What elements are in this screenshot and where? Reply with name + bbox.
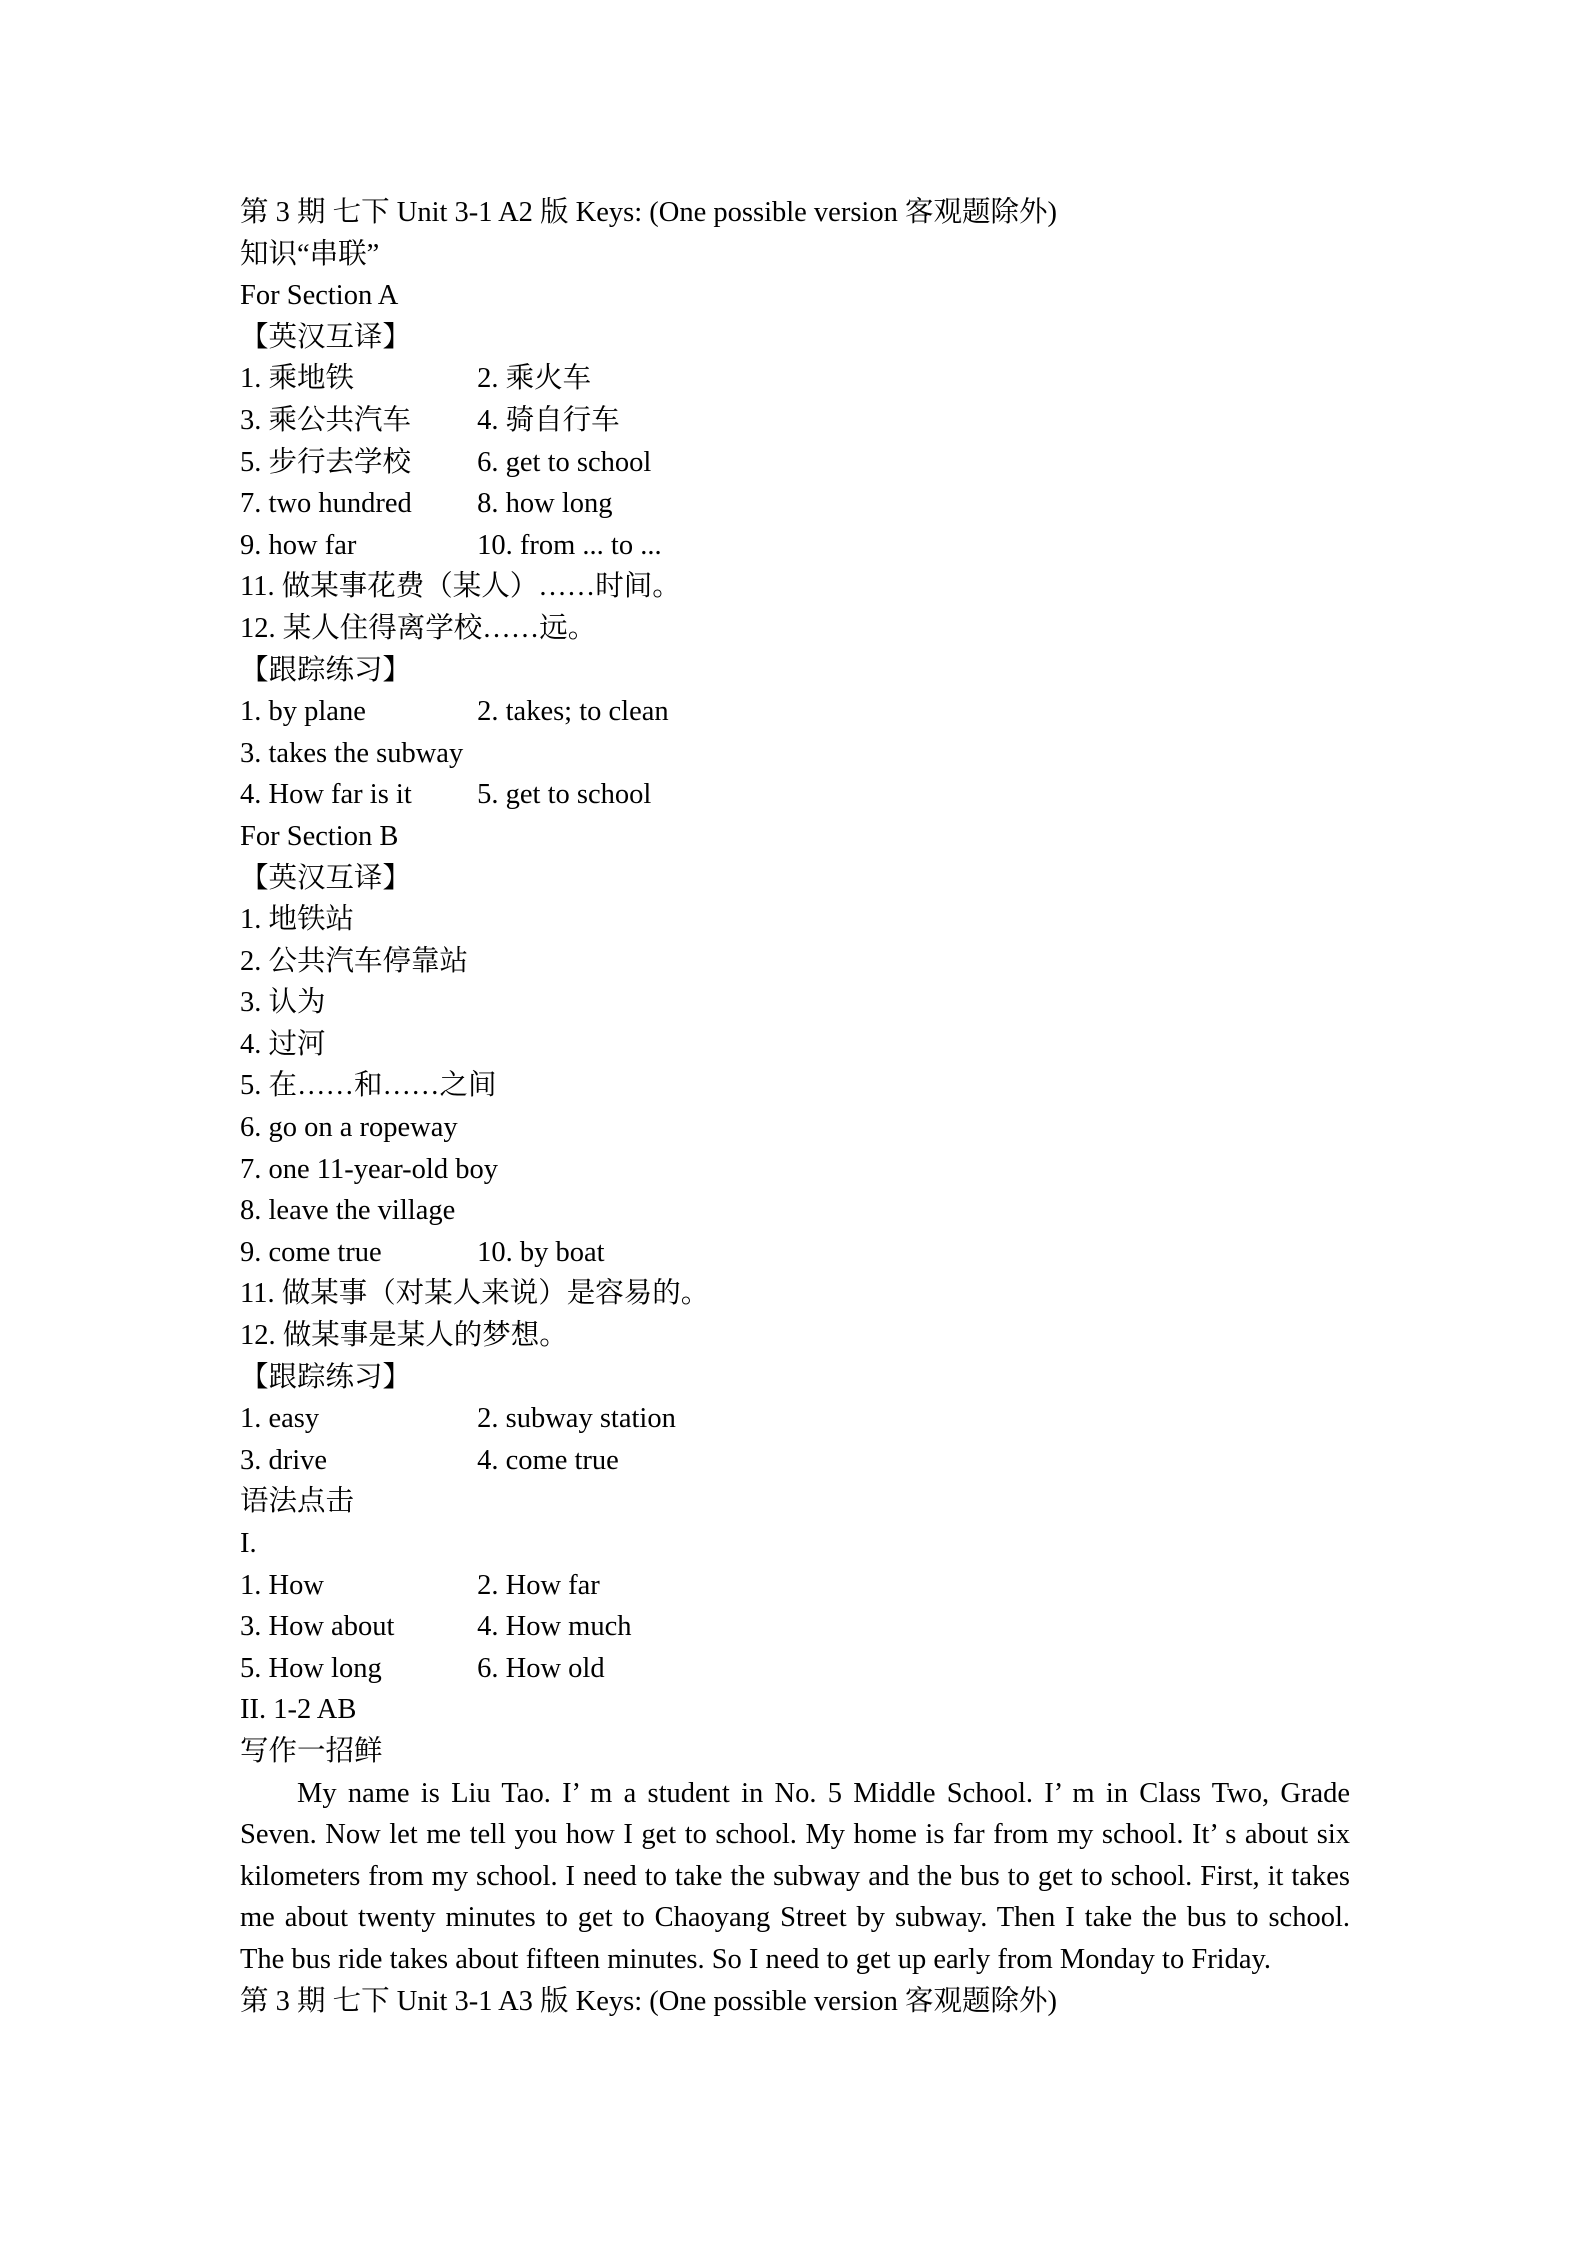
answer-row xyxy=(240,1398,1350,1440)
answer-item: 6. go on a ropeway xyxy=(240,1112,458,1144)
answer-item: 4. How much xyxy=(477,1611,632,1643)
translation-heading: 【英汉互译】 xyxy=(240,862,412,894)
answer-item: 3. takes the subway xyxy=(240,737,464,769)
answer-item: 4. 过河 xyxy=(240,1028,326,1060)
document-page xyxy=(240,192,1350,2022)
answer-item: 7. one 11-year-old boy xyxy=(240,1153,498,1185)
translation-heading: 【英汉互译】 xyxy=(240,321,412,353)
answer-row xyxy=(240,1565,1350,1607)
answer-item: 4. How far is it xyxy=(240,779,412,811)
answer-item: 2. 乘火车 xyxy=(477,363,592,395)
answer-item: 3. 乘公共汽车 xyxy=(240,404,412,436)
part-label: II. 1-2 AB xyxy=(240,1694,357,1726)
answer-item: 5. get to school xyxy=(477,779,652,811)
answer-item: 3. 认为 xyxy=(240,987,326,1019)
answer-item: 4. 骑自行车 xyxy=(477,404,620,436)
answer-item: 9. how far xyxy=(240,529,357,561)
answer-item: 9. come true xyxy=(240,1236,382,1268)
answer-item: 1. 乘地铁 xyxy=(240,363,355,395)
answer-item: 2. takes; to clean xyxy=(477,696,669,728)
answer-item: 7. two hundred xyxy=(240,488,412,520)
answer-row xyxy=(240,483,1350,525)
answer-row xyxy=(240,691,1350,733)
answer-row xyxy=(240,1440,1350,1482)
answer-item: 1. How xyxy=(240,1569,324,1601)
grammar-heading: 语法点击 xyxy=(240,1486,355,1518)
answer-row xyxy=(240,525,1350,567)
essay-paragraph: My name is Liu Tao. I’ m a student in No. 5 Middle School. I’ m in Class Two, Grade Seven. Now let me tell you how I get to school. My home is far from my school. It’ s about six kilometers from my school. I need to take the subway and the bus to get to school. First, it takes me about twenty minutes to get to Chaoyang Street by subway. Then I take the bus to school. The bus ride takes about fifteen minutes. So I need to get up early from Monday to Friday. xyxy=(240,1777,1350,1975)
answer-item: 10. from ... to ... xyxy=(477,529,662,561)
answer-item: 5. How long xyxy=(240,1652,382,1684)
answer-item: 12. 做某事是某人的梦想。 xyxy=(240,1320,568,1352)
answer-row xyxy=(240,358,1350,400)
section-heading-knowledge: 知识“串联” xyxy=(240,238,380,270)
practice-heading: 【跟踪练习】 xyxy=(240,1361,412,1393)
answer-row xyxy=(240,774,1350,816)
answer-item: 8. how long xyxy=(477,488,613,520)
answer-item: 4. come true xyxy=(477,1444,619,1476)
answer-item: 3. drive xyxy=(240,1444,328,1476)
answer-row xyxy=(240,400,1350,442)
answer-row xyxy=(240,1606,1350,1648)
answer-item: 2. subway station xyxy=(477,1403,676,1435)
answer-item: 6. get to school xyxy=(477,446,652,478)
answer-item: 11. 做某事花费（某人）……时间。 xyxy=(240,571,681,603)
answer-item: 10. by boat xyxy=(477,1236,605,1268)
writing-heading: 写作一招鲜 xyxy=(240,1735,383,1767)
answer-item: 2. How far xyxy=(477,1569,600,1601)
answer-row xyxy=(240,1232,1350,1274)
answer-item: 1. easy xyxy=(240,1403,320,1435)
answer-item: 1. by plane xyxy=(240,696,366,728)
answer-row xyxy=(240,442,1350,484)
practice-heading: 【跟踪练习】 xyxy=(240,654,412,686)
answer-item: 5. 在……和……之间 xyxy=(240,1070,497,1102)
section-a-heading: For Section A xyxy=(240,280,399,312)
answer-item: 5. 步行去学校 xyxy=(240,446,412,478)
answer-row xyxy=(240,1648,1350,1690)
answer-item: 6. How old xyxy=(477,1652,605,1684)
doc-title-a3: 第 3 期 七下 Unit 3-1 A3 版 Keys: (One possible version 客观题除外) xyxy=(240,1985,1057,2017)
answer-item: 11. 做某事（对某人来说）是容易的。 xyxy=(240,1278,710,1310)
answer-item: 3. How about xyxy=(240,1611,395,1643)
doc-title-a2: 第 3 期 七下 Unit 3-1 A2 版 Keys: (One possible version 客观题除外) xyxy=(240,197,1057,228)
part-label: I. xyxy=(240,1528,257,1559)
answer-item: 12. 某人住得离学校……远。 xyxy=(240,612,597,644)
answer-item: 8. leave the village xyxy=(240,1195,456,1227)
answer-item: 2. 公共汽车停靠站 xyxy=(240,945,469,977)
answer-item: 1. 地铁站 xyxy=(240,904,355,936)
section-b-heading: For Section B xyxy=(240,820,399,852)
